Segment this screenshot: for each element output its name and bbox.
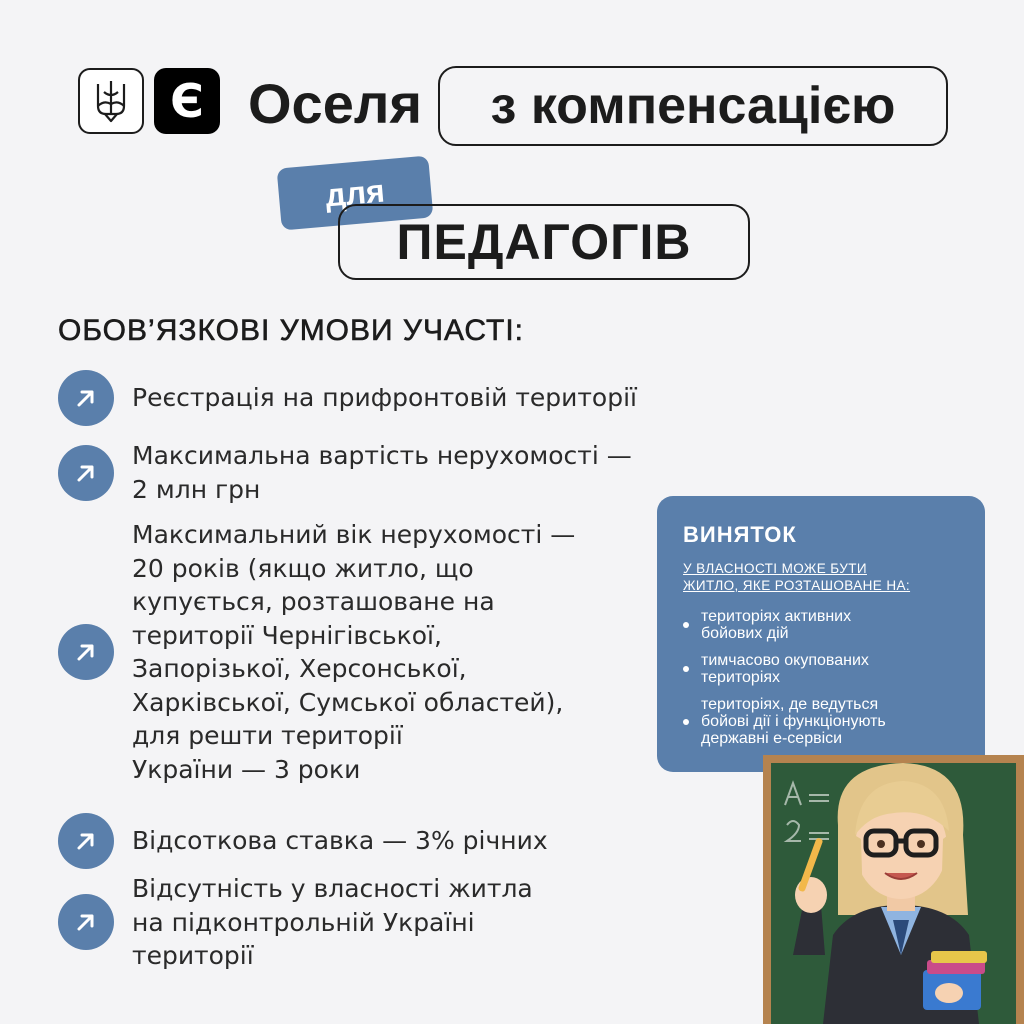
exception-item: територіях, де ведуться бойові дії і функціонують державні е-сервіси xyxy=(683,696,959,747)
condition-item xyxy=(58,872,533,973)
arrow-up-right-icon xyxy=(58,813,114,869)
condition-text: Реєстрація на прифронтовій території xyxy=(132,383,637,413)
condition-item xyxy=(58,813,548,869)
arrow-up-right-icon xyxy=(58,370,114,426)
condition-item xyxy=(58,439,632,506)
condition-text: Відсоткова ставка — 3% річних xyxy=(132,826,548,856)
exception-title: ВИНЯТОК xyxy=(683,522,797,547)
exception-subtitle: У ВЛАСНОСТІ МОЖЕ БУТИ ЖИТЛО, ЯКЕ РОЗТАШОВАНЕ НА: xyxy=(683,561,911,593)
condition-text: Відсутність у власності житла на підконтрольній Україні території xyxy=(132,874,533,970)
exception-list xyxy=(683,608,959,747)
diia-logo xyxy=(154,68,220,134)
trident-logo xyxy=(78,68,144,134)
program-title: Оселя xyxy=(248,71,423,135)
exception-box xyxy=(657,496,985,772)
audience-pill: ПЕДАГОГІВ xyxy=(338,204,750,280)
arrow-up-right-icon xyxy=(58,624,114,680)
trident-icon xyxy=(94,78,128,124)
teacher-illustration xyxy=(763,755,1024,1024)
condition-text: Максимальна вартість нерухомості — 2 млн грн xyxy=(132,441,632,504)
title-pill: з компенсацією xyxy=(438,66,948,146)
arrow-up-right-icon xyxy=(58,894,114,950)
condition-text: Максимальний вік нерухомості — 20 років (якщо житло, що купується, розташоване на території Чернігівської, Запорізької, Херсонської, Харківської, Сумської областей), для решти території України — 3 роки xyxy=(132,520,576,784)
section-heading: ОБОВ’ЯЗКОВІ УМОВИ УЧАСТІ: xyxy=(58,314,524,347)
exception-item: територіях активних бойових дій xyxy=(683,608,959,642)
for-tag: для xyxy=(277,155,434,230)
diia-letter: Є xyxy=(170,74,204,128)
arrow-up-right-icon xyxy=(58,445,114,501)
condition-item xyxy=(58,370,637,426)
exception-item: тимчасово окупованих територіях xyxy=(683,652,959,686)
condition-item xyxy=(58,518,575,786)
